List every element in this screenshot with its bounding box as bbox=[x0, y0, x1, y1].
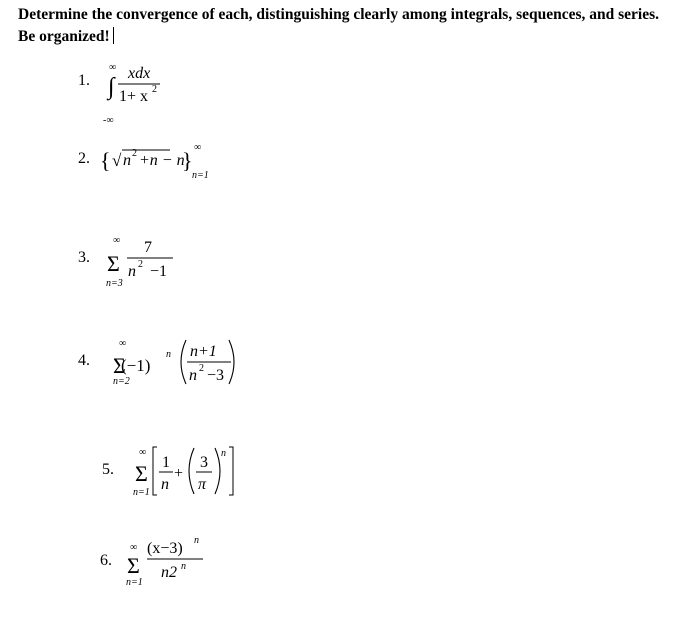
problem-3-number: 3. bbox=[78, 249, 90, 266]
square: 2 bbox=[132, 148, 137, 159]
right-brace: } bbox=[182, 148, 193, 173]
rest: +n − n bbox=[139, 152, 185, 169]
upper-index: ∞ bbox=[130, 542, 138, 553]
left-brace: { bbox=[100, 148, 111, 173]
denominator-exponent: n bbox=[181, 561, 186, 572]
numerator: xdx bbox=[128, 65, 151, 82]
problem-4-number: 4. bbox=[78, 352, 90, 369]
lower-index: n=1 bbox=[192, 170, 209, 181]
upper-limit: ∞ bbox=[109, 62, 117, 73]
sigma: Σ bbox=[127, 553, 140, 578]
numerator: (x−3) bbox=[147, 540, 183, 557]
upper-index: ∞ bbox=[119, 338, 127, 349]
problem-6-number: 6. bbox=[100, 552, 112, 569]
upper-index: ∞ bbox=[194, 142, 202, 153]
denominator: 1+ x bbox=[119, 88, 149, 105]
problem-1-number: 1. bbox=[78, 72, 90, 89]
problem-2-number: 2. bbox=[78, 150, 90, 167]
exponent: 2 bbox=[152, 84, 157, 95]
lower-limit: -∞ bbox=[103, 115, 114, 126]
sigma: Σ bbox=[107, 251, 120, 276]
upper-index: ∞ bbox=[113, 235, 121, 246]
denominator: n2 bbox=[161, 564, 177, 581]
lower-index: n=3 bbox=[106, 278, 123, 289]
integral-sign: ∫ bbox=[108, 74, 115, 100]
n-term: n bbox=[123, 152, 131, 169]
numerator-exponent: n bbox=[194, 535, 199, 546]
lower-index: n=2 bbox=[113, 376, 130, 387]
denominator-tail: −1 bbox=[150, 263, 168, 280]
outer-exponent: n bbox=[221, 448, 226, 459]
frac1-denominator: n bbox=[161, 476, 169, 493]
lower-index: n=1 bbox=[126, 577, 143, 588]
numerator: n+1 bbox=[190, 343, 217, 360]
exponent: 2 bbox=[138, 259, 143, 270]
problem-5-number: 5. bbox=[102, 461, 114, 478]
denominator: n bbox=[128, 263, 136, 280]
upper-index: ∞ bbox=[139, 447, 147, 458]
frac2-numerator: 3 bbox=[200, 454, 208, 471]
sign-exponent: n bbox=[166, 349, 171, 360]
frac1-numerator: 1 bbox=[162, 454, 170, 471]
denominator: n bbox=[189, 367, 197, 384]
sigma: Σ bbox=[113, 353, 126, 378]
sign-base: (−1) bbox=[121, 356, 151, 375]
sqrt-sign: √ bbox=[112, 151, 122, 170]
lower-index: n=1 bbox=[133, 487, 150, 498]
denominator-tail: −3 bbox=[207, 367, 225, 384]
frac2-denominator: π bbox=[198, 476, 207, 493]
exponent: 2 bbox=[199, 363, 204, 374]
numerator: 7 bbox=[144, 239, 152, 256]
instructions-text: Determine the convergence of each, distinguishing clearly among integrals, sequences, and series. Be organized! bbox=[18, 6, 660, 45]
sigma: Σ bbox=[135, 461, 148, 486]
plus: + bbox=[174, 465, 184, 482]
